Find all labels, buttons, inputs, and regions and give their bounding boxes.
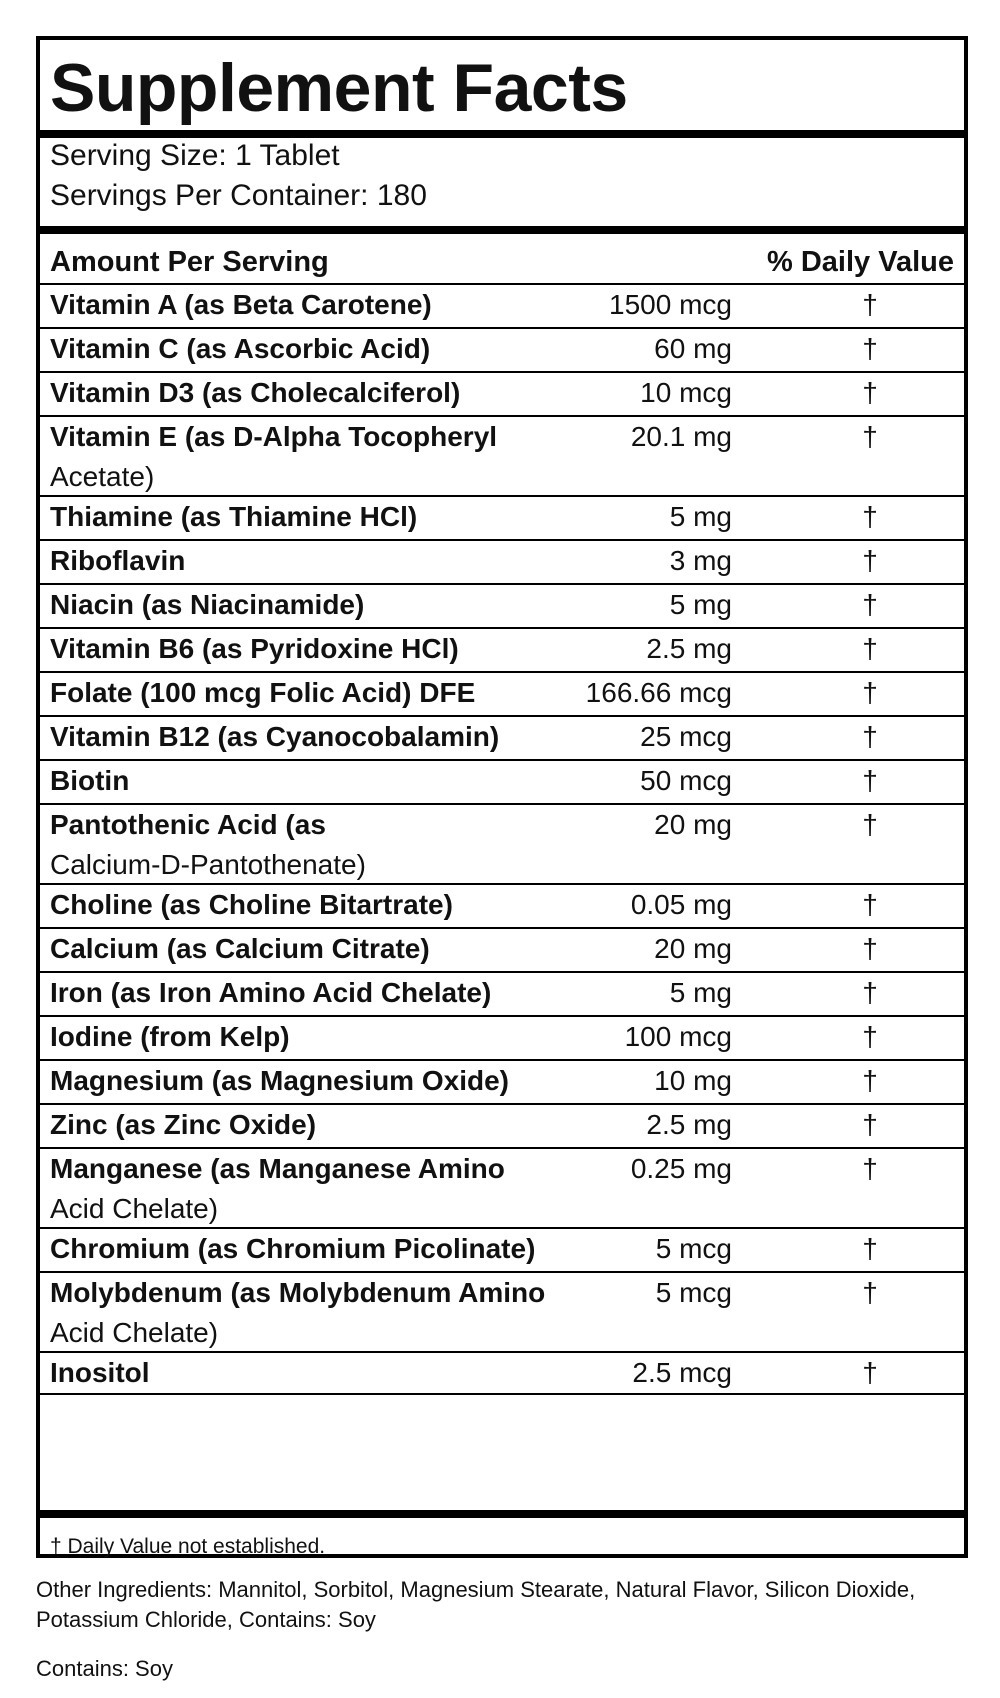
nutrient-daily-value: †: [862, 1021, 878, 1052]
thick-divider: [40, 226, 964, 234]
supplement-facts-panel: [36, 36, 968, 1558]
nutrient-daily-value: †: [862, 421, 878, 452]
thick-divider: [40, 1510, 964, 1518]
nutrient-row: [40, 971, 964, 1015]
nutrient-row: [40, 1147, 964, 1227]
nutrient-row: [40, 627, 964, 671]
nutrient-daily-value: †: [862, 889, 878, 920]
nutrient-daily-value: †: [862, 1357, 878, 1388]
nutrient-table: [40, 283, 964, 1395]
nutrient-amount: 20.1 mg: [630, 421, 732, 452]
nutrient-row: [40, 1103, 964, 1147]
nutrient-daily-value: †: [862, 545, 878, 576]
nutrient-amount: 10 mcg: [640, 377, 732, 408]
nutrient-daily-value: †: [862, 377, 878, 408]
nutrient-row: [40, 1059, 964, 1103]
nutrient-amount: 0.05 mg: [630, 889, 732, 920]
nutrient-name: Folate (100 mcg Folic Acid) DFE: [50, 677, 476, 708]
nutrient-amount: 5 mg: [669, 501, 732, 532]
nutrient-name: Vitamin C (as Ascorbic Acid): [50, 333, 431, 364]
nutrient-name: Manganese (as Manganese Amino Acid Chelate): [50, 1153, 505, 1224]
nutrient-amount: 5 mg: [669, 977, 732, 1008]
thick-divider: [40, 130, 964, 138]
nutrient-daily-value: †: [862, 977, 878, 1008]
nutrient-name: Biotin: [50, 765, 130, 796]
nutrient-amount: 2.5 mg: [646, 633, 732, 664]
nutrient-daily-value: †: [862, 1233, 878, 1264]
nutrient-name: Vitamin A (as Beta Carotene): [50, 289, 432, 320]
nutrient-row: [40, 539, 964, 583]
nutrient-name: Pantothenic Acid (as Calcium-D-Pantothenate): [50, 809, 366, 880]
nutrient-daily-value: †: [862, 289, 878, 320]
nutrient-row: [40, 495, 964, 539]
nutrient-daily-value: †: [862, 677, 878, 708]
nutrient-amount: 100 mcg: [624, 1021, 732, 1052]
serving-size: Serving Size: 1 Tablet: [50, 139, 340, 172]
nutrient-daily-value: †: [862, 501, 878, 532]
footnote: † Daily Value not established.: [50, 1535, 326, 1558]
nutrient-name: Inositol: [50, 1357, 150, 1388]
nutrient-row: [40, 803, 964, 883]
nutrient-name: Iodine (from Kelp): [50, 1021, 290, 1052]
nutrient-row: [40, 415, 964, 495]
nutrient-amount: 25 mcg: [640, 721, 732, 752]
nutrient-daily-value: †: [862, 589, 878, 620]
nutrient-name: Vitamin D3 (as Cholecalciferol): [50, 377, 461, 408]
nutrient-name: Molybdenum (as Molybdenum Amino Acid Chelate): [50, 1277, 546, 1348]
nutrient-row: [40, 1271, 964, 1351]
nutrient-amount: 20 mg: [654, 809, 732, 840]
nutrient-name: Vitamin E (as D-Alpha Tocopheryl Acetate): [50, 421, 498, 492]
nutrient-row: [40, 671, 964, 715]
nutrient-daily-value: †: [862, 1277, 878, 1308]
nutrient-name: Thiamine (as Thiamine HCl): [50, 501, 418, 532]
nutrient-amount: 166.66 mcg: [585, 677, 732, 708]
nutrient-name: Vitamin B6 (as Pyridoxine HCl): [50, 633, 459, 664]
nutrient-row: [40, 583, 964, 627]
nutrient-daily-value: †: [862, 809, 878, 840]
nutrient-name: Niacin (as Niacinamide): [50, 589, 365, 620]
nutrient-amount: 2.5 mg: [646, 1109, 732, 1140]
amount-per-serving-header: Amount Per Serving: [50, 246, 329, 278]
nutrient-name: Iron (as Iron Amino Acid Chelate): [50, 977, 492, 1008]
nutrient-amount: 0.25 mg: [630, 1153, 732, 1184]
nutrient-daily-value: †: [862, 933, 878, 964]
nutrient-daily-value: †: [862, 333, 878, 364]
nutrient-row: [40, 759, 964, 803]
nutrient-row: [40, 283, 964, 327]
nutrient-amount: 60 mg: [654, 333, 732, 364]
nutrient-amount: 20 mg: [654, 933, 732, 964]
nutrient-amount: 5 mcg: [655, 1277, 732, 1308]
nutrient-name-continued: Acetate): [50, 461, 155, 492]
nutrient-name: Riboflavin: [50, 545, 186, 576]
panel-title: Supplement Facts: [50, 50, 628, 126]
nutrient-amount: 10 mg: [654, 1065, 732, 1096]
nutrient-daily-value: †: [862, 1109, 878, 1140]
daily-value-header: % Daily Value: [767, 246, 954, 278]
nutrient-name-continued: Acid Chelate): [50, 1317, 219, 1348]
nutrient-amount: 50 mcg: [640, 765, 732, 796]
nutrient-row: [40, 883, 964, 927]
nutrient-daily-value: †: [862, 721, 878, 752]
nutrient-row: [40, 327, 964, 371]
nutrient-name-continued: Calcium-D-Pantothenate): [50, 849, 366, 880]
nutrient-amount: 5 mcg: [655, 1233, 732, 1264]
nutrient-amount: 3 mg: [669, 545, 732, 576]
nutrient-amount: 2.5 mcg: [632, 1357, 732, 1388]
nutrient-amount: 5 mg: [669, 589, 732, 620]
servings-per-container: Servings Per Container: 180: [50, 179, 427, 212]
nutrient-amount: 1500 mcg: [609, 289, 732, 320]
other-ingredients: Other Ingredients: Mannitol, Sorbitol, Magnesium Stearate, Natural Flavor, Silicon Dioxide, Potassium Chloride, Contains: Soy: [36, 1577, 916, 1632]
nutrient-name: Chromium (as Chromium Picolinate): [50, 1233, 536, 1264]
nutrient-daily-value: †: [862, 1065, 878, 1096]
nutrient-name: Choline (as Choline Bitartrate): [50, 889, 453, 920]
nutrient-name: Vitamin B12 (as Cyanocobalamin): [50, 721, 500, 752]
nutrient-row: [40, 1015, 964, 1059]
nutrient-row: [40, 927, 964, 971]
nutrient-name: Magnesium (as Magnesium Oxide): [50, 1065, 509, 1096]
nutrient-name-continued: Acid Chelate): [50, 1193, 219, 1224]
nutrient-name: Zinc (as Zinc Oxide): [50, 1109, 317, 1140]
nutrient-daily-value: †: [862, 765, 878, 796]
nutrient-daily-value: †: [862, 1153, 878, 1184]
nutrient-row: [40, 371, 964, 415]
allergen-statement: Contains: Soy: [36, 1656, 173, 1681]
nutrient-row: [40, 715, 964, 759]
nutrient-row: [40, 1351, 964, 1395]
nutrient-name: Calcium (as Calcium Citrate): [50, 933, 430, 964]
nutrient-daily-value: †: [862, 633, 878, 664]
nutrient-row: [40, 1227, 964, 1271]
